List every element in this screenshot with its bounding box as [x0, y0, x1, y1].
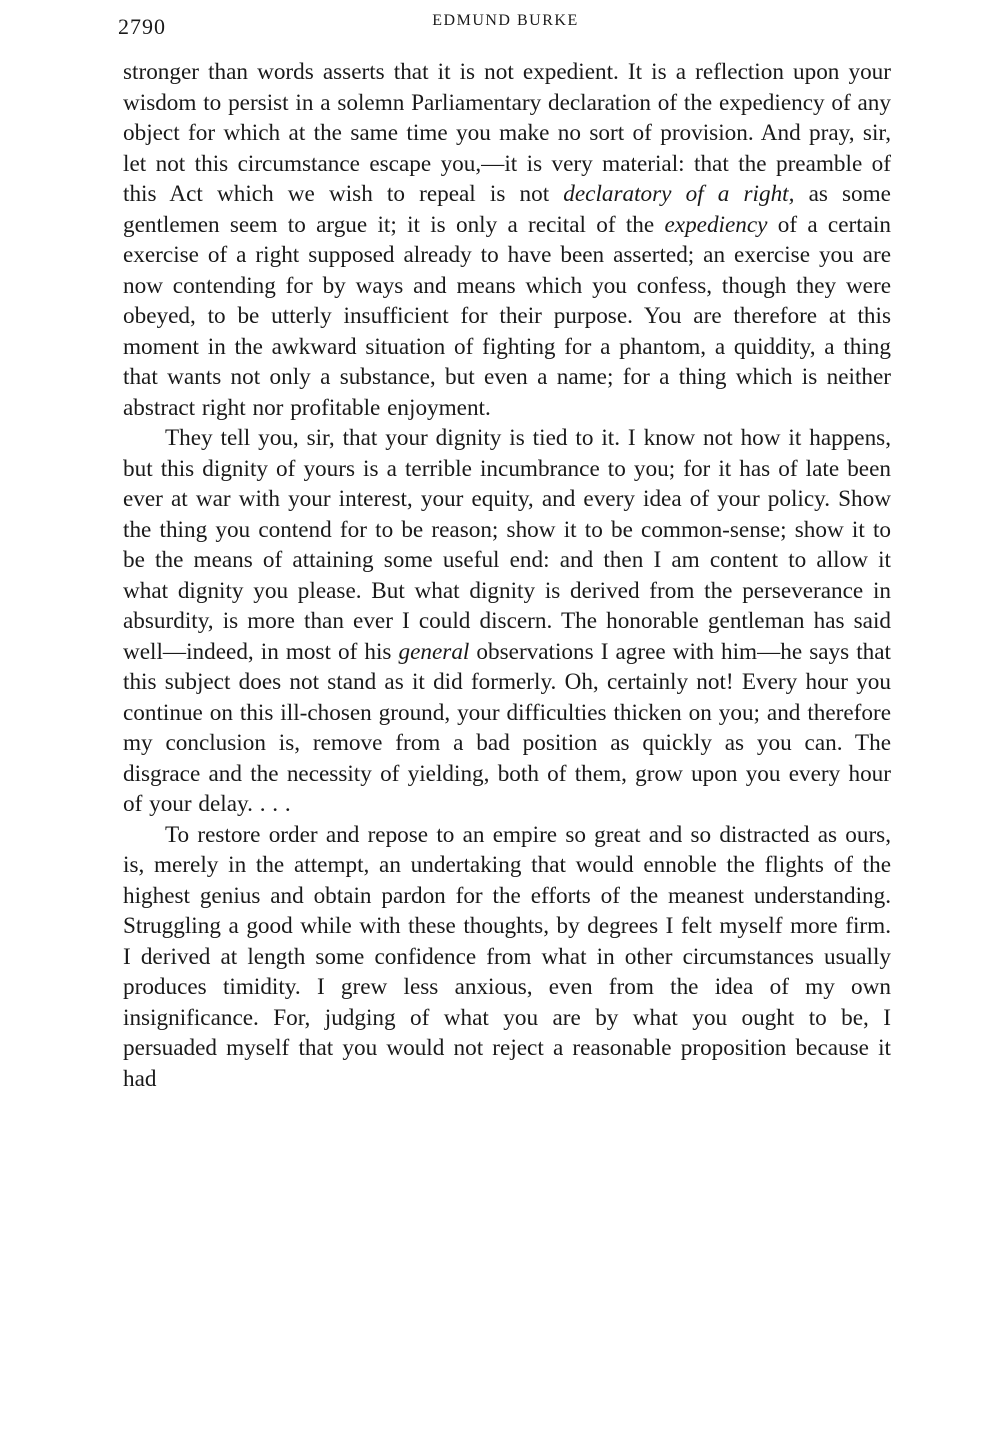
text-segment: observations I agree with him—he says that this subject does not stand as it did formerly. Oh, certainly not! Every hour you continue on this ill-chosen ground, your difficulties thicken on you; and therefore my conclusion is, remove from a bad position as quickly as you can. The disgrace and the necessity of yielding, both of them, grow upon you every hour of your delay. . . .	[123, 638, 891, 817]
text-segment: stronger than words asserts that it is not expedient. It is a reflection upon your wisdom to persist in a solemn Parliamentary declaration of the expediency of any object for which at the same time you make no sort of provision. And pray, sir, let not this circumstance escape you,—it is very material: that the preamble of this Act which we wish to repeal is not	[123, 59, 891, 207]
running-head: EDMUND BURKE	[432, 12, 579, 29]
paragraph-1	[123, 57, 891, 423]
italic-segment: declaratory of a right,	[563, 181, 795, 207]
text-segment: They tell you, sir, that your dignity is tied to it. I know not how it happens, but this dignity of yours is a terrible incumbrance to you; for it has of late been ever at war with your interest, your equity, and every idea of your policy. Show the thing you contend for to be reason; show it to be common-sense; show it to be the means of attaining some useful end: and then I am content to allow it what dignity you please. But what dignity is derived from the perseverance in absurdity, is more than ever I could discern. The honorable gentleman has said well—indeed, in most of his	[123, 425, 891, 665]
italic-segment: general	[398, 638, 470, 665]
paragraph-2	[123, 423, 891, 820]
italic-segment: expediency	[664, 211, 768, 238]
paragraph-3	[123, 820, 891, 1095]
text-segment: as some gentlemen seem to argue it; it is only a recital of the	[123, 181, 891, 238]
body-text	[123, 57, 891, 1094]
page-number: 2790	[118, 14, 166, 39]
text-segment: To restore order and repose to an empire so great and so distracted as ours, is, merely in the attempt, an undertaking that would ennoble the flights of the highest genius and obtain pardon for the efforts of the meanest understanding. Struggling a good while with these thoughts, by degrees I felt myself more firm. I derived at length some confidence from what in other circumstances usually produces timidity. I grew less anxious, even from the idea of my own insignificance. For, judging of what you are by what you ought to be, I persuaded myself that you would not reject a reasonable proposition because it had	[123, 821, 891, 1092]
text-segment: of a certain exercise of a right supposed already to have been asserted; an exercise you are now contending for by ways and means which you confess, though they were obeyed, to be utterly insufficient for their purpose. You are therefore at this moment in the awkward situation of fighting for a phantom, a quiddity, a thing that wants not only a substance, but even a name; for a thing which is neither abstract right nor profitable enjoyment.	[123, 211, 891, 421]
page-header	[118, 8, 893, 38]
